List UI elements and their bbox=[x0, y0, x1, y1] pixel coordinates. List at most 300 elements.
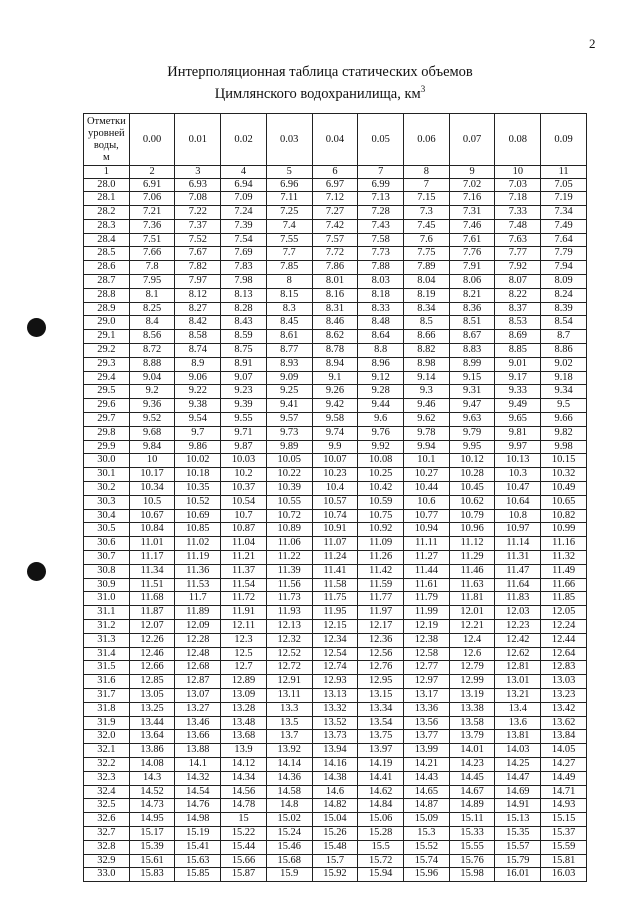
volume-cell: 9.76 bbox=[358, 426, 404, 440]
volume-cell: 12.58 bbox=[404, 647, 450, 661]
level-cell: 32.3 bbox=[84, 771, 130, 785]
volume-cell: 8.99 bbox=[449, 357, 495, 371]
volume-cell: 8.15 bbox=[266, 288, 312, 302]
volume-cell: 15.39 bbox=[129, 840, 175, 854]
volume-cell: 10.25 bbox=[358, 468, 404, 482]
volume-cell: 7.42 bbox=[312, 219, 358, 233]
level-cell: 28.0 bbox=[84, 178, 130, 192]
volume-cell: 15 bbox=[221, 813, 267, 827]
volume-cell: 7.31 bbox=[449, 206, 495, 220]
index-cell: 10 bbox=[495, 166, 541, 179]
table-row bbox=[84, 620, 587, 634]
level-cell: 29.0 bbox=[84, 316, 130, 330]
volume-cell: 11.59 bbox=[358, 578, 404, 592]
volume-cell: 10.97 bbox=[495, 523, 541, 537]
title-line-2-text: Цимлянского водохранилища, км bbox=[214, 85, 421, 102]
volume-cell: 9.5 bbox=[541, 399, 587, 413]
volume-cell: 15.61 bbox=[129, 854, 175, 868]
volume-cell: 13.68 bbox=[221, 730, 267, 744]
volume-cell: 9.36 bbox=[129, 399, 175, 413]
volume-cell: 14.25 bbox=[495, 757, 541, 771]
table-row bbox=[84, 233, 587, 247]
level-cell: 31.5 bbox=[84, 661, 130, 675]
level-cell: 33.0 bbox=[84, 868, 130, 882]
volume-cell: 11.21 bbox=[221, 551, 267, 565]
volume-cell: 15.94 bbox=[358, 868, 404, 882]
level-cell: 32.2 bbox=[84, 757, 130, 771]
level-cell: 31.0 bbox=[84, 592, 130, 606]
table-row bbox=[84, 744, 587, 758]
volume-cell: 9.28 bbox=[358, 385, 404, 399]
table-row bbox=[84, 206, 587, 220]
volume-cell: 12.23 bbox=[495, 620, 541, 634]
volume-cell: 10.69 bbox=[175, 509, 221, 523]
volume-cell: 9.82 bbox=[541, 426, 587, 440]
volume-cell: 8.03 bbox=[358, 275, 404, 289]
index-cell: 8 bbox=[404, 166, 450, 179]
volume-cell: 11.26 bbox=[358, 551, 404, 565]
volume-cell: 13.7 bbox=[266, 730, 312, 744]
volume-cell: 13.56 bbox=[404, 716, 450, 730]
volume-cell: 12.62 bbox=[495, 647, 541, 661]
volume-cell: 10.72 bbox=[266, 509, 312, 523]
volume-cell: 15.52 bbox=[404, 840, 450, 854]
volume-cell: 7.72 bbox=[312, 247, 358, 261]
volume-cell: 7.16 bbox=[449, 192, 495, 206]
volume-cell: 11.34 bbox=[129, 564, 175, 578]
volume-cell: 11.66 bbox=[541, 578, 587, 592]
volume-cell: 10.05 bbox=[266, 454, 312, 468]
volume-cell: 14.41 bbox=[358, 771, 404, 785]
volume-cell: 10.13 bbox=[495, 454, 541, 468]
volume-cell: 14.8 bbox=[266, 799, 312, 813]
volume-cell: 12.36 bbox=[358, 633, 404, 647]
volume-cell: 14.27 bbox=[541, 757, 587, 771]
volume-cell: 7.92 bbox=[495, 261, 541, 275]
volume-cell: 10.3 bbox=[495, 468, 541, 482]
volume-cell: 8.09 bbox=[541, 275, 587, 289]
level-cell: 31.2 bbox=[84, 620, 130, 634]
volume-cell: 9.49 bbox=[495, 399, 541, 413]
volume-cell: 8.22 bbox=[495, 288, 541, 302]
level-cell: 32.4 bbox=[84, 785, 130, 799]
volume-cell: 13.44 bbox=[129, 716, 175, 730]
volume-cell: 10.82 bbox=[541, 509, 587, 523]
volume-cell: 10.07 bbox=[312, 454, 358, 468]
volume-cell: 10 bbox=[129, 454, 175, 468]
volume-cell: 9.84 bbox=[129, 440, 175, 454]
volume-cell: 12.38 bbox=[404, 633, 450, 647]
volume-cell: 7.36 bbox=[129, 219, 175, 233]
volume-cell: 8.18 bbox=[358, 288, 404, 302]
volume-cell: 7.27 bbox=[312, 206, 358, 220]
volume-cell: 12.11 bbox=[221, 620, 267, 634]
volume-cell: 14.84 bbox=[358, 799, 404, 813]
volume-cell: 8.42 bbox=[175, 316, 221, 330]
punch-hole-icon bbox=[27, 562, 46, 581]
volume-cell: 8.72 bbox=[129, 344, 175, 358]
volume-cell: 10.34 bbox=[129, 482, 175, 496]
volume-cell: 10.52 bbox=[175, 495, 221, 509]
volume-cell: 9.04 bbox=[129, 371, 175, 385]
header-levels-line: уровней bbox=[88, 127, 125, 139]
volume-cell: 10.28 bbox=[449, 468, 495, 482]
volume-cell: 11.54 bbox=[221, 578, 267, 592]
volume-cell: 6.91 bbox=[129, 178, 175, 192]
volume-cell: 15.24 bbox=[266, 826, 312, 840]
volume-cell: 11.72 bbox=[221, 592, 267, 606]
table-row bbox=[84, 592, 587, 606]
volume-cell: 7.46 bbox=[449, 219, 495, 233]
volume-cell: 9.17 bbox=[495, 371, 541, 385]
volume-cell: 13.34 bbox=[358, 702, 404, 716]
volume-cell: 15.44 bbox=[221, 840, 267, 854]
volume-cell: 13.73 bbox=[312, 730, 358, 744]
table-row bbox=[84, 661, 587, 675]
volume-cell: 11.56 bbox=[266, 578, 312, 592]
volume-cell: 12.99 bbox=[449, 675, 495, 689]
volume-cell: 14.36 bbox=[266, 771, 312, 785]
volume-cell: 7.54 bbox=[221, 233, 267, 247]
volume-cell: 10.4 bbox=[312, 482, 358, 496]
volume-cell: 13.42 bbox=[541, 702, 587, 716]
volume-cell: 13.11 bbox=[266, 688, 312, 702]
volume-cell: 12.76 bbox=[358, 661, 404, 675]
volume-cell: 12.09 bbox=[175, 620, 221, 634]
volume-cell: 7.66 bbox=[129, 247, 175, 261]
volume-cell: 8.93 bbox=[266, 357, 312, 371]
table-row bbox=[84, 302, 587, 316]
volume-cell: 15.09 bbox=[404, 813, 450, 827]
volume-cell: 9.39 bbox=[221, 399, 267, 413]
volume-cell: 15.46 bbox=[266, 840, 312, 854]
volume-cell: 12.44 bbox=[541, 633, 587, 647]
volume-cell: 11.36 bbox=[175, 564, 221, 578]
volume-cell: 8.74 bbox=[175, 344, 221, 358]
volume-cell: 13.81 bbox=[495, 730, 541, 744]
level-cell: 31.9 bbox=[84, 716, 130, 730]
volume-cell: 8.86 bbox=[541, 344, 587, 358]
volume-cell: 11.19 bbox=[175, 551, 221, 565]
table-row bbox=[84, 606, 587, 620]
volume-cell: 6.96 bbox=[266, 178, 312, 192]
volume-cell: 14.56 bbox=[221, 785, 267, 799]
index-cell: 5 bbox=[266, 166, 312, 179]
volume-cell: 9.33 bbox=[495, 385, 541, 399]
volume-cell: 14.45 bbox=[449, 771, 495, 785]
volume-cell: 10.65 bbox=[541, 495, 587, 509]
volume-cell: 8.06 bbox=[449, 275, 495, 289]
volume-cell: 14.08 bbox=[129, 757, 175, 771]
volume-cell: 7.61 bbox=[449, 233, 495, 247]
volume-cell: 10.85 bbox=[175, 523, 221, 537]
volume-cell: 13.66 bbox=[175, 730, 221, 744]
volume-cell: 8.94 bbox=[312, 357, 358, 371]
title-line-2 bbox=[0, 81, 640, 103]
table-row bbox=[84, 523, 587, 537]
volume-cell: 14.21 bbox=[404, 757, 450, 771]
volume-cell: 8.91 bbox=[221, 357, 267, 371]
volume-cell: 7.79 bbox=[541, 247, 587, 261]
level-cell: 30.3 bbox=[84, 495, 130, 509]
volume-cell: 15.81 bbox=[541, 854, 587, 868]
volume-cell: 12.64 bbox=[541, 647, 587, 661]
volume-cell: 10.23 bbox=[312, 468, 358, 482]
volume-cell: 7.34 bbox=[541, 206, 587, 220]
volume-cell: 14.58 bbox=[266, 785, 312, 799]
volume-cell: 14.93 bbox=[541, 799, 587, 813]
level-cell: 30.4 bbox=[84, 509, 130, 523]
volume-cell: 11.64 bbox=[495, 578, 541, 592]
volume-cell: 11.7 bbox=[175, 592, 221, 606]
volume-cell: 7.98 bbox=[221, 275, 267, 289]
volume-cell: 13.92 bbox=[266, 744, 312, 758]
level-cell: 32.9 bbox=[84, 854, 130, 868]
punch-hole-icon bbox=[27, 318, 46, 337]
volume-cell: 9.57 bbox=[266, 413, 312, 427]
volume-cell: 12.17 bbox=[358, 620, 404, 634]
level-cell: 31.6 bbox=[84, 675, 130, 689]
volume-cell: 13.38 bbox=[449, 702, 495, 716]
volume-cell: 13.64 bbox=[129, 730, 175, 744]
volume-cell: 15.72 bbox=[358, 854, 404, 868]
volume-cell: 8.39 bbox=[541, 302, 587, 316]
volume-cell: 11.32 bbox=[541, 551, 587, 565]
volume-cell: 14.12 bbox=[221, 757, 267, 771]
volume-cell: 12.4 bbox=[449, 633, 495, 647]
level-cell: 32.5 bbox=[84, 799, 130, 813]
volume-cell: 8.8 bbox=[358, 344, 404, 358]
volume-cell: 10.8 bbox=[495, 509, 541, 523]
volume-cell: 7.24 bbox=[221, 206, 267, 220]
volume-cell: 8.53 bbox=[495, 316, 541, 330]
volume-cell: 15.7 bbox=[312, 854, 358, 868]
volume-cell: 13.5 bbox=[266, 716, 312, 730]
title-line-1: Интерполяционная таблица статических объемов bbox=[167, 64, 473, 80]
volume-cell: 10.54 bbox=[221, 495, 267, 509]
volume-cell: 8.13 bbox=[221, 288, 267, 302]
volume-cell: 9.94 bbox=[404, 440, 450, 454]
volume-cell: 9.89 bbox=[266, 440, 312, 454]
volume-cell: 14.87 bbox=[404, 799, 450, 813]
table-row bbox=[84, 288, 587, 302]
volume-cell: 8.83 bbox=[449, 344, 495, 358]
volume-cell: 7.18 bbox=[495, 192, 541, 206]
volume-cell: 12.72 bbox=[266, 661, 312, 675]
volume-cell: 11.85 bbox=[541, 592, 587, 606]
volume-cell: 8.48 bbox=[358, 316, 404, 330]
volume-cell: 8.96 bbox=[358, 357, 404, 371]
index-cell: 7 bbox=[358, 166, 404, 179]
volume-cell: 9.63 bbox=[449, 413, 495, 427]
volume-cell: 10.87 bbox=[221, 523, 267, 537]
table-row bbox=[84, 813, 587, 827]
level-cell: 30.1 bbox=[84, 468, 130, 482]
index-row bbox=[84, 166, 587, 179]
level-cell: 31.7 bbox=[84, 688, 130, 702]
volume-cell: 12.3 bbox=[221, 633, 267, 647]
volume-cell: 15.57 bbox=[495, 840, 541, 854]
volume-cell: 14.71 bbox=[541, 785, 587, 799]
volume-cell: 8.9 bbox=[175, 357, 221, 371]
header-col: 0.02 bbox=[221, 114, 267, 166]
volume-cell: 8.46 bbox=[312, 316, 358, 330]
volume-cell: 14.82 bbox=[312, 799, 358, 813]
volume-cell: 11.46 bbox=[449, 564, 495, 578]
volume-cell: 15.85 bbox=[175, 868, 221, 882]
volume-cell: 8.43 bbox=[221, 316, 267, 330]
volume-cell: 8.59 bbox=[221, 330, 267, 344]
volume-cell: 12.6 bbox=[449, 647, 495, 661]
level-cell: 28.4 bbox=[84, 233, 130, 247]
level-cell: 28.3 bbox=[84, 219, 130, 233]
volume-cell: 8.12 bbox=[175, 288, 221, 302]
volume-cell: 15.33 bbox=[449, 826, 495, 840]
volume-cell: 9.26 bbox=[312, 385, 358, 399]
volume-cell: 10.7 bbox=[221, 509, 267, 523]
volume-cell: 15.28 bbox=[358, 826, 404, 840]
volume-cell: 14.54 bbox=[175, 785, 221, 799]
volume-cell: 9.2 bbox=[129, 385, 175, 399]
volume-cell: 13.01 bbox=[495, 675, 541, 689]
volume-cell: 15.87 bbox=[221, 868, 267, 882]
table-body bbox=[84, 166, 587, 882]
volume-cell: 10.17 bbox=[129, 468, 175, 482]
volume-cell: 8.45 bbox=[266, 316, 312, 330]
index-cell: 11 bbox=[541, 166, 587, 179]
volume-cell: 7.94 bbox=[541, 261, 587, 275]
volume-cell: 14.47 bbox=[495, 771, 541, 785]
table-row bbox=[84, 482, 587, 496]
volume-cell: 9.31 bbox=[449, 385, 495, 399]
volume-cell: 11.95 bbox=[312, 606, 358, 620]
volume-cell: 11.73 bbox=[266, 592, 312, 606]
volume-cell: 12.5 bbox=[221, 647, 267, 661]
volume-cell: 15.55 bbox=[449, 840, 495, 854]
header-col: 0.04 bbox=[312, 114, 358, 166]
volume-cell: 11.11 bbox=[404, 537, 450, 551]
volume-cell: 7.69 bbox=[221, 247, 267, 261]
volume-cell: 15.76 bbox=[449, 854, 495, 868]
volume-cell: 12.7 bbox=[221, 661, 267, 675]
volume-cell: 15.59 bbox=[541, 840, 587, 854]
volume-cell: 11.22 bbox=[266, 551, 312, 565]
volume-cell: 15.26 bbox=[312, 826, 358, 840]
volume-cell: 8.1 bbox=[129, 288, 175, 302]
volume-cell: 10.62 bbox=[449, 495, 495, 509]
volume-cell: 14.52 bbox=[129, 785, 175, 799]
table-row bbox=[84, 564, 587, 578]
table-row bbox=[84, 219, 587, 233]
volume-cell: 7.19 bbox=[541, 192, 587, 206]
volume-cell: 15.13 bbox=[495, 813, 541, 827]
index-cell: 4 bbox=[221, 166, 267, 179]
volume-cell: 11.17 bbox=[129, 551, 175, 565]
volume-cell: 9.66 bbox=[541, 413, 587, 427]
volume-cell: 11.97 bbox=[358, 606, 404, 620]
volume-cell: 7.4 bbox=[266, 219, 312, 233]
table-row bbox=[84, 495, 587, 509]
volume-cell: 11.06 bbox=[266, 537, 312, 551]
volume-cell: 12.97 bbox=[404, 675, 450, 689]
volume-cell: 13.28 bbox=[221, 702, 267, 716]
volume-cell: 9.06 bbox=[175, 371, 221, 385]
volume-cell: 8.25 bbox=[129, 302, 175, 316]
volume-cell: 14.43 bbox=[404, 771, 450, 785]
volume-cell: 9.97 bbox=[495, 440, 541, 454]
volume-cell: 8.07 bbox=[495, 275, 541, 289]
level-cell: 30.9 bbox=[84, 578, 130, 592]
volume-cell: 7.28 bbox=[358, 206, 404, 220]
volume-cell: 13.21 bbox=[495, 688, 541, 702]
volume-cell: 15.74 bbox=[404, 854, 450, 868]
volume-cell: 12.81 bbox=[495, 661, 541, 675]
volume-cell: 11.91 bbox=[221, 606, 267, 620]
level-cell: 31.3 bbox=[84, 633, 130, 647]
volume-cell: 9.73 bbox=[266, 426, 312, 440]
volume-cell: 11.07 bbox=[312, 537, 358, 551]
volume-cell: 9.02 bbox=[541, 357, 587, 371]
volume-cell: 15.83 bbox=[129, 868, 175, 882]
index-cell: 3 bbox=[175, 166, 221, 179]
page-number: 2 bbox=[589, 36, 596, 51]
volume-cell: 10.79 bbox=[449, 509, 495, 523]
volume-cell: 12.77 bbox=[404, 661, 450, 675]
volume-cell: 7.88 bbox=[358, 261, 404, 275]
volume-cell: 9.87 bbox=[221, 440, 267, 454]
level-cell: 28.7 bbox=[84, 275, 130, 289]
volume-cell: 11.93 bbox=[266, 606, 312, 620]
volume-cell: 14.49 bbox=[541, 771, 587, 785]
volume-cell: 14.01 bbox=[449, 744, 495, 758]
level-cell: 32.0 bbox=[84, 730, 130, 744]
volume-cell: 11.27 bbox=[404, 551, 450, 565]
volume-cell: 13.52 bbox=[312, 716, 358, 730]
volume-cell: 9.12 bbox=[358, 371, 404, 385]
volume-cell: 7.75 bbox=[404, 247, 450, 261]
volume-cell: 14.67 bbox=[449, 785, 495, 799]
volume-cell: 8.77 bbox=[266, 344, 312, 358]
volume-cell: 14.32 bbox=[175, 771, 221, 785]
volume-cell: 13.07 bbox=[175, 688, 221, 702]
table-row bbox=[84, 371, 587, 385]
volume-cell: 8.62 bbox=[312, 330, 358, 344]
volume-cell: 13.3 bbox=[266, 702, 312, 716]
volume-cell: 12.01 bbox=[449, 606, 495, 620]
volume-cell: 14.73 bbox=[129, 799, 175, 813]
volume-cell: 11.61 bbox=[404, 578, 450, 592]
volume-cell: 15.48 bbox=[312, 840, 358, 854]
volume-cell: 12.28 bbox=[175, 633, 221, 647]
volume-cell: 14.91 bbox=[495, 799, 541, 813]
level-cell: 30.7 bbox=[84, 551, 130, 565]
volume-cell: 10.49 bbox=[541, 482, 587, 496]
volume-cell: 9.3 bbox=[404, 385, 450, 399]
level-cell: 30.2 bbox=[84, 482, 130, 496]
header-levels bbox=[84, 114, 130, 166]
volume-cell: 9.55 bbox=[221, 413, 267, 427]
index-cell: 9 bbox=[449, 166, 495, 179]
index-cell: 2 bbox=[129, 166, 175, 179]
volume-cell: 13.46 bbox=[175, 716, 221, 730]
volume-cell: 7.48 bbox=[495, 219, 541, 233]
table-header-row bbox=[84, 114, 587, 166]
volume-cell: 15.15 bbox=[541, 813, 587, 827]
header-col: 0.03 bbox=[266, 114, 312, 166]
volume-cell: 7.97 bbox=[175, 275, 221, 289]
volume-cell: 9.92 bbox=[358, 440, 404, 454]
header-col: 0.07 bbox=[449, 114, 495, 166]
